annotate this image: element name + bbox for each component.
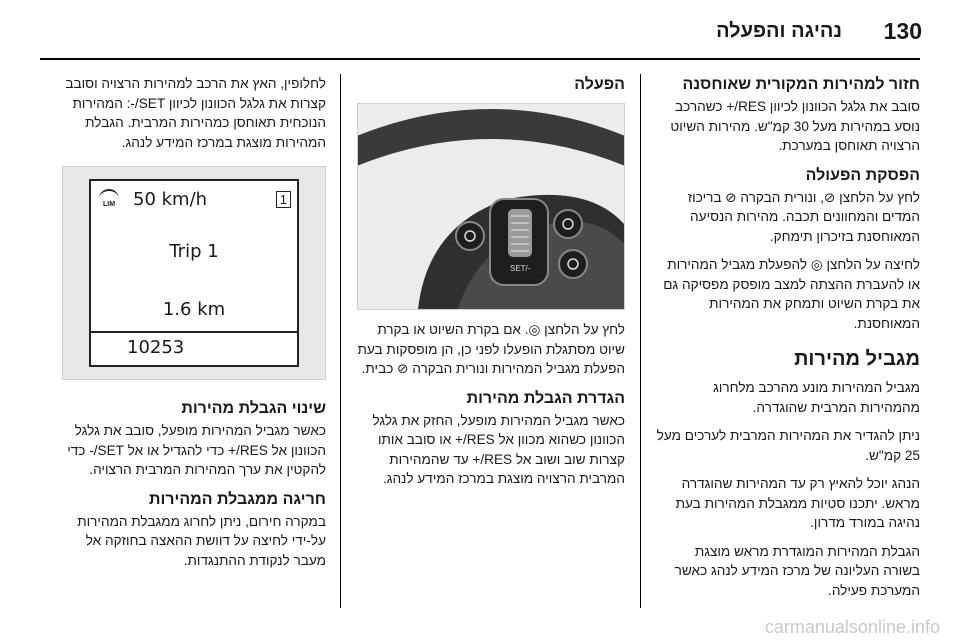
left-column [58, 74, 326, 579]
section-title-activation: הפעלה [574, 76, 625, 93]
paragraph: לחץ על הלחצן ⊘, ונורית הבקרה ⊘ בריכוז המדים והמחוונים תכבה. מהירות הנסיעה המאוחסנת בזיכרון תימחק. [687, 189, 920, 244]
right-column [656, 74, 920, 609]
section-title-stop: הפסקת הפעולה [805, 166, 920, 184]
paragraph: לחלופין, האץ את הרכב למהירות הרצויה וסובב קצרות את גלגל הכוונון לכיוון SET/-: המהירות הנוכחית תאוחסן כמהירות המרבית. הגבלת המהירות מוצגת במרכז המידע לנהג. [65, 76, 326, 150]
steering-wheel-illustration [358, 104, 624, 309]
driver-info-display [89, 179, 299, 367]
column-divider [340, 74, 341, 608]
section-title-change-limit: שינוי הגבלת מהירות [181, 400, 326, 417]
odometer-divider [91, 331, 297, 333]
chapter-title: נהיגה והפעלה [716, 20, 842, 42]
odometer-value: 10253 [127, 337, 185, 358]
steering-wheel-figure [357, 103, 625, 310]
paragraph: לחיצה על הלחצן ◎ להפעלת מגביל המהירות או להעברת ההצתה למצב מופסק מפסיקה גם את בקרת השיוט ותמחק את המהירות המאוחסנת. [663, 257, 920, 331]
info-display-figure [62, 166, 326, 380]
paragraph: כאשר מגביל המהירות מופעל, החזק את גלגל הכוונון כשהוא מכוון אל RES/+ או סובב אותו קצרות שוב ושוב אל RES/+ עד שהמהירות המרבית הרצויה מוצגת במרכז המידע לנהג. [372, 412, 625, 486]
paragraph: סובב את גלגל הכוונון לכיוון RES/+ כשהרכב נוסע במהירות מעל 30 קמ"ש. מהירות השיוט הרצויה תאוחסן במערכת. [670, 99, 920, 153]
section-title-return-speed: חזור למהירות המקורית שאוחסנה [682, 76, 920, 93]
display-tab-number: 1 [276, 191, 291, 208]
section-title-set-limit: הגדרת הגבלת מהירות [466, 389, 625, 407]
trip-distance: 1.6 km [162, 299, 226, 320]
header-divider [40, 58, 920, 60]
section-title-speed-limiter: מגביל מהירות [794, 348, 920, 370]
column-divider [640, 74, 641, 608]
paragraph: לחץ על הלחצן ◎. אם בקרת השיוט או בקרת שיוט מסתגלת הופעלו לפני כן, הן מופסקות בעת הפעלת מגביל המהירות ונורית הבקרה ⊘ כבית. [357, 322, 625, 376]
paragraph: ניתן להגדיר את המהירות המרבית לערכים מעל 25 קמ"ש. [656, 428, 920, 463]
page-number: 130 [883, 18, 922, 44]
section-title-exceed-limit: חריגה ממגבלת המהירות [148, 490, 326, 508]
page-header [0, 14, 960, 54]
paragraph: הנהג יוכל להאיץ רק עד המהירות שהוגדרה מראש. יתכנו סטיות ממגבלת המהירות בעת נהיגה במורד מדרון. [675, 476, 920, 530]
paragraph: הגבלת המהירות המוגדרת מראש מוצגת בשורה העליונה של מרכז המידע לנהג כאשר המערכת פעילה. [674, 543, 920, 598]
middle-column [357, 74, 625, 498]
paragraph: כאשר מגביל המהירות מופעל, סובב את גלגל הכוונון אל RES/+ כדי להגדיל או אל SET/- כדי להקטין את ערך המהירות המרבית הרצויה. [67, 423, 326, 477]
paragraph: במקרה חירום, ניתן לחרוג ממגבלת המהירות על-ידי לחיצה על דוושת ההאצה בחוזקה אל מעבר לנקודת ההתנגדות. [77, 513, 326, 568]
figure-set-label: SET/- [510, 264, 531, 273]
paragraph: מגביל המהירות מונע מהרכב מלחרוג מהמהירות המרבית שהוגדרה. [713, 380, 920, 415]
watermark: carmanualsonline.info [764, 617, 940, 637]
speed-limit-value: 50 km/h [133, 189, 208, 210]
speed-limiter-icon: LIM [99, 189, 119, 209]
trip-label: Trip 1 [169, 241, 219, 262]
